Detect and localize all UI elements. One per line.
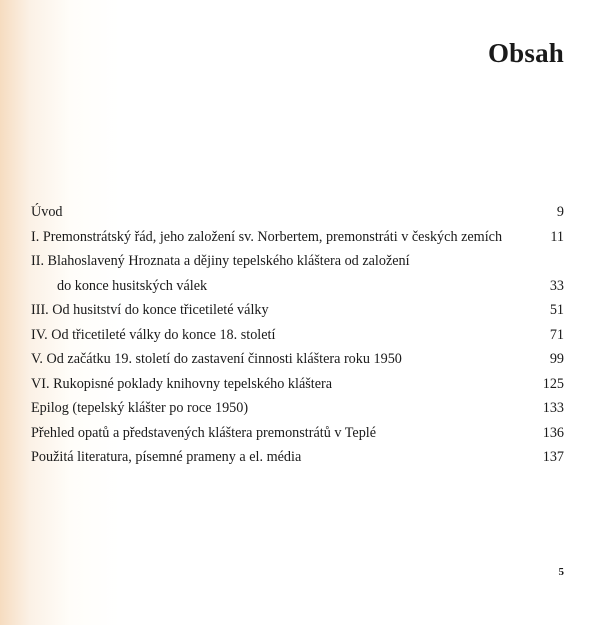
toc-entry-title: Úvod (31, 204, 63, 220)
toc-entry-title: Použitá literatura, písemné prameny a el. média (31, 449, 302, 465)
toc-entry-page: 33 (549, 277, 564, 294)
toc-entry-page: 71 (549, 326, 564, 343)
toc-entry (31, 249, 564, 274)
toc-entry-page: 133 (542, 400, 564, 416)
toc-entry-page: 9 (556, 204, 564, 220)
toc-entry-title: IV. Od třicetileté války do konce 18. století (31, 326, 276, 343)
toc-entry-title: III. Od husitství do konce třicetileté války (31, 302, 269, 318)
toc-entry (31, 200, 564, 225)
toc-entry-page: 136 (542, 424, 564, 441)
toc-entry (31, 347, 564, 372)
page-heading: Obsah (487, 38, 564, 68)
toc-entry (31, 445, 564, 470)
toc-entry-page: 51 (549, 302, 564, 318)
toc-entry-title: V. Od začátku 19. století do zastavení činnosti kláštera roku 1950 (31, 351, 402, 367)
toc-entry (31, 298, 564, 323)
toc-entry (31, 323, 564, 348)
toc-entry-title: I. Premonstrátský řád, jeho založení sv. Norbertem, premonstráti v českých zemích (31, 228, 503, 245)
toc-entry (31, 372, 564, 397)
toc-entry-page: 137 (542, 449, 564, 465)
toc-entry (31, 225, 564, 250)
toc-entry-title: VI. Rukopisné poklady knihovny tepelského kláštera (31, 375, 333, 392)
toc-entry-page: 125 (542, 375, 564, 392)
toc-entry-page: 11 (550, 228, 564, 245)
toc-entry-page: 99 (549, 351, 564, 367)
toc-entry-continuation (31, 274, 564, 299)
toc-entry (31, 396, 564, 421)
toc-entry-title: do konce husitských válek (57, 277, 208, 294)
toc-entry (31, 421, 564, 446)
toc-entry-title: II. Blahoslavený Hroznata a dějiny tepelského kláštera od založení (31, 253, 410, 269)
toc-entry-title: Epilog (tepelský klášter po roce 1950) (31, 400, 249, 416)
toc-entry-title: Přehled opatů a představených kláštera premonstrátů v Teplé (31, 424, 377, 441)
page-number: 5 (558, 566, 564, 578)
table-of-contents (31, 200, 564, 470)
